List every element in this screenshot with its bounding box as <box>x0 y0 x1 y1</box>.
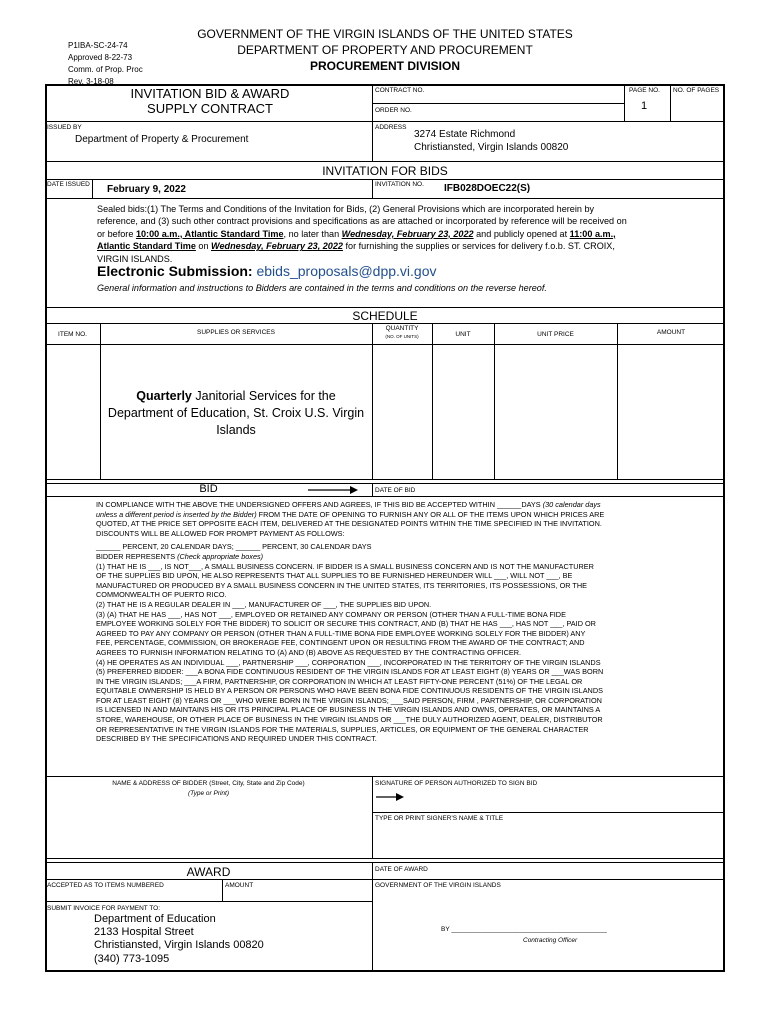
representation-line: (1) THAT HE IS ___, IS NOT___, A SMALL BUSINESS CONCERN. IF BIDDER IS A SMALL BUSINESS CONCERN AND IS NOT THE MANUFACTURER <box>96 561 594 571</box>
form-rev: Rev. 3-18-08 <box>68 77 114 86</box>
representation-line: (3) (A) THAT HE HAS ___, HAS NOT ___, EMPLOYED OR RETAINED ANY COMPANY OR PERSON (OTHER THAN A FULL-TIME BONA FIDE <box>96 609 566 619</box>
para-c-time: 10:00 a.m., Atlantic Standard Time <box>135 228 284 239</box>
representation-line: (2) THAT HE IS A REGULAR DEALER IN ___, MANUFACTURER OF ___, THE SUPPLIES BID UPON. <box>96 599 432 609</box>
invitation-title: INVITATION FOR BIDS <box>322 164 448 178</box>
para-d-ast: Atlantic Standard Time <box>97 241 196 252</box>
issued-by-value: Department of Property & Procurement <box>75 134 249 145</box>
representation-line: DESCRIBED BY THE SPECIFICATIONS AND REQUIRED UNDER THIS CONTRACT. <box>96 734 377 744</box>
header-line3: PROCUREMENT DIVISION <box>309 59 460 73</box>
representation-line: OF THE SUPPLIES BID UPON, HE ALSO REPRESENTS THAT ALL SUPPLIES TO BE FURNISHED HEREUNDER WILL ___, WILL NOT ___, BE <box>96 571 573 581</box>
compliance-line3: QUOTED, AT THE PRICE SET OPPOSITE EACH ITEM, DELIVERED AT THE DESIGNATED POINTS WITHIN THE TIME SPECIFIED IN THE INVITATION. <box>96 519 602 529</box>
address-block <box>414 128 568 154</box>
submit-invoice-label: SUBMIT INVOICE FOR PAYMENT TO: <box>47 905 161 912</box>
compliance2-it: unless a different period is inserted by the Bidder) <box>96 509 257 519</box>
page-no-label: PAGE NO. <box>629 87 660 94</box>
col-amount: AMOUNT <box>656 329 686 336</box>
order-no-label: ORDER NO. <box>375 107 412 114</box>
contract-no-label: CONTRACT NO. <box>375 87 425 94</box>
schedule-title: SCHEDULE <box>352 309 418 323</box>
signature-field[interactable] <box>410 786 720 810</box>
address-label: ADDRESS <box>375 124 407 131</box>
representation-line: AGREED TO PAY ANY COMPANY OR PERSON (OTHER THAN A FULL-TIME BONA FIDE EMPLOYEE WORKING SOLELY FOR THE BIDDER) ANY <box>96 628 586 638</box>
form-comm: Comm. of Prop. Proc <box>68 65 143 74</box>
para-line-a: Sealed bids:(1) The Terms and Conditions of the Invitation for Bids, (2) General Provisions which are incorporated herein by <box>97 204 595 214</box>
col-unit-price: UNIT PRICE <box>537 331 574 338</box>
payee-line4: (340) 773-1095 <box>94 952 170 965</box>
govt-label: GOVERNMENT OF THE VIRGIN ISLANDS <box>375 882 501 889</box>
compliance-line4: DISCOUNTS WILL BE ALLOWED FOR PROMPT PAYMENT AS FOLLOWS: <box>96 528 345 538</box>
representation-line: AGREES TO FURNISH INFORMATION RELATING TO (A) AND (B) ABOVE AS REQUESTED BY THE CONTRACTING OFFICER. <box>96 647 522 657</box>
date-issued-label: DATE ISSUED <box>47 181 90 188</box>
representation-line: FEE, PERCENTAGE, COMMISSION, OR BROKERAGE FEE, CONTINGENT UPON OR RESULTING FROM THE AWARD OF THE CONTRACT; AND <box>96 638 585 648</box>
service-line3: Islands <box>216 423 256 437</box>
header-line2: DEPARTMENT OF PROPERTY AND PROCUREMENT <box>237 43 533 57</box>
arrow-right-icon <box>308 483 358 501</box>
col-quantity: QUANTITY <box>385 325 419 332</box>
representation-line: IN THE VIRGIN ISLANDS; ___A FIRM, PARTNERSHIP, OR CORPORATION IN WHICH AT LEAST FIFTY-ONE PERCENT (51%) OF THE LEGAL OR <box>96 676 583 686</box>
representation-line: STORE, WAREHOUSE, OR OTHER PLACE OF BUSINESS IN THE VIRGIN ISLANDS OR ___THE DULY AUTHORIZED AGENT, DEALER, DISTRIBUTOR <box>96 715 603 725</box>
by-signature-line[interactable]: BY ___________________________________________ <box>441 926 607 933</box>
award-title: AWARD <box>186 865 231 879</box>
representation-line: IS LICENSED IN AND MAINTAINS HIS OR ITS PRINCIPAL PLACE OF BUSINESS IN THE VIRGIN ISLANDS AND OWNS, OPERATES, OR MAINTAINS A <box>96 705 601 715</box>
signer-name-label: TYPE OR PRINT SIGNER'S NAME & TITLE <box>375 815 504 822</box>
invitation-no-label: INVITATION NO. <box>375 181 424 188</box>
type-or-print-label: (Type or Print) <box>187 790 230 797</box>
represents: BIDDER REPRESENTS <box>96 551 176 561</box>
col-unit: UNIT <box>455 331 471 338</box>
col-supplies: SUPPLIES OR SERVICES <box>197 329 275 336</box>
issued-by-label: ISSUED BY <box>47 124 82 131</box>
invitation-paragraph <box>97 203 692 265</box>
header-line1: GOVERNMENT OF THE VIRGIN ISLANDS OF THE UNITED STATES <box>197 27 573 41</box>
para-d-date: Wednesday, February 23, 2022 <box>211 241 343 252</box>
para-line-b: reference, and (3) such other contract provisions and specifications as are attached or incorporated by reference will be received on <box>97 216 627 227</box>
represents-it: (Check appropriate boxes) <box>175 551 264 561</box>
contract-title-line2: SUPPLY CONTRACT <box>147 101 273 116</box>
representation-line: OR REPRESENTATIVE IN THE VIRGIN ISLANDS FOR THE MATERIALS, SUPPLIES, ARTICLES, OR EQUIPMENT OF THE GENERAL CHARACTER <box>96 724 589 734</box>
no-of-pages-label: NO. OF PAGES <box>673 87 720 94</box>
date-of-award-label: DATE OF AWARD <box>375 866 428 873</box>
para-c-time2: 11:00 a.m., <box>569 228 616 239</box>
bid-terms <box>96 500 676 744</box>
para-c-text3: and publicly opened at <box>473 228 570 239</box>
col-item-no: ITEM NO. <box>58 331 87 338</box>
para-c-text2: , no later than <box>283 228 342 239</box>
signer-name-field[interactable] <box>376 826 720 854</box>
representation-line: EMPLOYEE WORKING SOLELY FOR THE BIDDER) TO SOLICIT OR SECURE THIS CONTRACT, AND (B) THAT HE HAS ___, HAS NOT ___, PAID OR <box>96 619 596 629</box>
representation-line: EQUITABLE OWNERSHIP IS HELD BY A PERSON OR PERSONS WHO HAVE BEEN BONA FIDE CONTINUOUS RESIDENTS OF THE VIRGIN ISLANDS <box>96 686 603 696</box>
para-line-c <box>97 228 692 240</box>
compliance1-it: (30 calendar days <box>540 500 601 509</box>
representations-list <box>96 562 676 744</box>
para-line-d <box>97 240 692 252</box>
electronic-label: Electronic Submission: <box>97 263 253 279</box>
form-approved: Approved 8-22-73 <box>68 53 133 62</box>
compliance-line2 <box>96 510 676 520</box>
para-d-text2: for furnishing the supplies or services for delivery f.o.b. ST. CROIX, <box>342 241 615 252</box>
representation-line: FOR AT LEAST EIGHT (8) YEARS OR ___WHO WERE BORN IN THE VIRGIN ISLANDS; ___SAID PERSON, FIRM , PARTNERSHIP, OR CORPORATION <box>96 695 602 705</box>
para-d-text1: on <box>195 241 212 252</box>
payee-line2: 2133 Hospital Street <box>94 926 194 939</box>
electronic-submission <box>97 263 436 279</box>
service-bold: Quarterly <box>136 389 192 403</box>
contract-title-line1: INVITATION BID & AWARD <box>130 86 290 101</box>
electronic-email-link[interactable]: ebids_proposals@dpp.vi.gov <box>256 263 437 279</box>
bidder-name-field[interactable] <box>50 800 368 852</box>
para-line-e: VIRGIN ISLANDS. <box>97 253 173 264</box>
service-description <box>100 388 372 439</box>
invitation-no-value: IFB028DOEC22(S) <box>444 183 531 194</box>
representation-line: MANUFACTURED OR PRODUCED BY A SMALL BUSINESS CONCERN IN THE UNITED STATES, ITS TERRITORIES, ITS POSSESSIONS, OR THE <box>96 580 588 590</box>
para-c-text1: or before <box>97 228 136 239</box>
general-info: General information and instructions to Bidders are contained in the terms and conditions on the reverse hereof. <box>97 283 547 293</box>
bidder-name-label: NAME & ADDRESS OF BIDDER (Street, City, State and Zip Code) <box>112 780 305 787</box>
compliance2: FROM THE DATE OF OPENING TO FURNISH ANY OR ALL OF THE ITEMS UPON WHICH PRICES ARE <box>256 509 605 519</box>
document-header <box>170 26 600 74</box>
payee-address <box>94 913 264 966</box>
accepted-label: ACCEPTED AS TO ITEMS NUMBERED <box>47 882 164 889</box>
form-id: P1IBA-SC-24-74 <box>68 41 128 50</box>
discount-line: ______ PERCENT, 20 CALENDAR DAYS; ______ PERCENT, 30 CALENDAR DAYS <box>96 542 372 552</box>
bid-title: BID <box>199 483 218 495</box>
service-rest1: Janitorial Services for the <box>191 389 336 403</box>
form-meta <box>68 40 143 88</box>
contracting-officer-label: Contracting Officer <box>523 937 578 944</box>
representation-line: (4) HE OPERATES AS AN INDIVIDUAL ___, PARTNERSHIP ___, CORPORATION ___, INCORPORATED IN THE TERRITORY OF THE VIRGIN ISLANDS <box>96 657 601 667</box>
date-issued-value: February 9, 2022 <box>107 184 186 195</box>
payee-line3: Christiansted, Virgin Islands 00820 <box>94 939 264 952</box>
col-quantity-sub: (NO. OF UNITS) <box>385 334 419 339</box>
represents-line <box>96 552 676 562</box>
address-line2: Christiansted, Virgin Islands 00820 <box>414 142 569 153</box>
compliance-line1 <box>96 500 676 510</box>
page-no-value: 1 <box>641 100 648 112</box>
date-of-bid-label: DATE OF BID <box>375 487 416 494</box>
amount-label: AMOUNT <box>225 882 254 889</box>
signature-label: SIGNATURE OF PERSON AUTHORIZED TO SIGN BID <box>375 780 538 787</box>
contract-title <box>100 86 320 116</box>
representation-line: COMMONWEALTH OF PUERTO RICO. <box>96 590 227 600</box>
representation-line: (5) PREFERRED BIDDER: ___A BONA FIDE CONTINUOUS RESIDENT OF THE VIRGIN ISLANDS FOR AT LEAST EIGHT (8) YEARS OR ___WAS BORN <box>96 667 604 677</box>
address-line1: 3274 Estate Richmond <box>414 129 516 140</box>
signature-arrow-icon <box>376 790 404 808</box>
service-line2: Department of Education, St. Croix U.S. Virgin <box>107 406 365 420</box>
para-c-date: Wednesday, February 23, 2022 <box>341 228 474 239</box>
payee-line1: Department of Education <box>94 913 216 925</box>
compliance1: IN COMPLIANCE WITH THE ABOVE THE UNDERSIGNED OFFERS AND AGREES, IF THIS BID BE ACCEPTED WITHIN ______DAYS <box>96 500 541 509</box>
service-line1 <box>100 388 372 405</box>
